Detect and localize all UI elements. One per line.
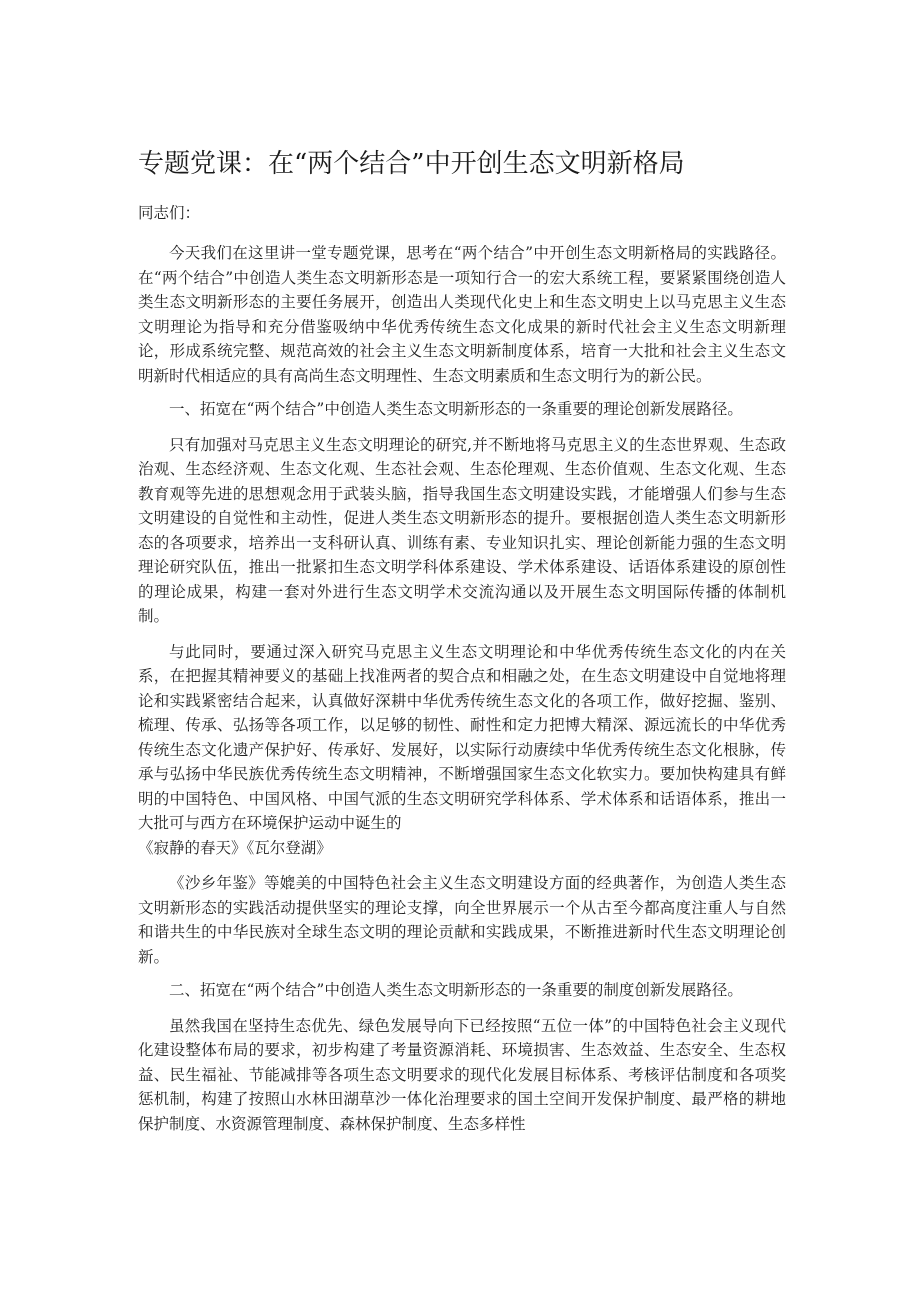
body-paragraph-classics: 《沙乡年鉴》等媲美的中国特色社会主义生态文明建设方面的经典著作，为创造人类生态文明新形态的实践活动提供坚实的理论支撑，向全世界展示一个从古至今都高度注重人与自然和谐共生的中华民族对全球生态文明的理论贡献和实践成果，不断推进新时代生态文明理论创新。 (138, 874, 786, 966)
body-paragraph-traditional-culture: 与此同时，要通过深入研究马克思主义生态文明理论和中华优秀传统生态文化的内在关系，在把握其精神要义的基础上找准两者的契合点和相融之处，在生态文明建设中自觉地将理论和实践紧密结合起来，认真做好深耕中华优秀传统生态文化的各项工作，做好挖掘、鉴别、梳理、传承、弘扬等各项工作，以足够的韧性、耐性和定力把博大精深、源远流长的中华优秀传统生态文化遗产保护好、传承好、发展好，以实际行动赓续中华优秀传统生态文化根脉，传承与弘扬中华民族优秀传统生态文明精神，不断增强国家生态文化软实力。要加快构建具有鲜明的中国特色、中国风格、中国气派的生态文明研究学科体系、学术体系和话语体系，推出一大批可与西方在环境保护运动中诞生的 (138, 642, 786, 832)
salutation: 同志们： (138, 204, 201, 222)
intro-paragraph: 今天我们在这里讲一堂专题党课，思考在“两个结合”中开创生态文明新格局的实践路径。在“两个结合”中创造人类生态文明新形态是一项知行合一的宏大系统工程，要紧紧围绕创造人类生态文明新形态的主要任务展开，创造出人类现代化史上和生态文明史上以马克思主义生态文明理论为指导和充分借鉴吸纳中华优秀传统生态文化成果的新时代社会主义生态文明新理论，形成系统完整、规范高效的社会主义生态文明新制度体系，培育一大批和社会主义生态文明新时代相适应的具有高尚生态文明理性、生态文明素质和生态文明行为的新公民。 (138, 244, 786, 385)
body-paragraph-theory-research: 只有加强对马克思主义生态文明理论的研究,并不断地将马克思主义的生态世界观、生态政治观、生态经济观、生态文化观、生态社会观、生态伦理观、生态价值观、生态文化观、生态教育观等先进的思想观念用于武装头脑，指导我国生态文明建设实践，才能增强人们参与生态文明建设的自觉性和主动性，促进人类生态文明新形态的提升。要根据创造人类生态文明新形态的各项要求，培养出一支科研认真、训练有素、专业知识扎实、理论创新能力强的生态文明理论研究队伍，推出一批紧扣生态文明学科体系建设、学术体系建设、话语体系建设的原创性的理论成果，构建一套对外进行生态文明学术交流沟通以及开展生态文明国际传播的体制机制。 (138, 435, 786, 625)
book-titles-line: 《寂静的春天》《瓦尔登湖》 (138, 838, 332, 857)
section-heading-2: 二、拓宽在“两个结合”中创造人类生态文明新形态的一条重要的制度创新发展路径。 (169, 981, 743, 999)
document-title: 专题党课：在“两个结合”中开创生态文明新格局 (138, 149, 685, 179)
section-heading-1: 一、拓宽在“两个结合”中创造人类生态文明新形态的一条重要的理论创新发展路径。 (169, 400, 743, 418)
body-paragraph-institutions: 虽然我国在坚持生态优先、绿色发展导向下已经按照“五位一体”的中国特色社会主义现代化建设整体布局的要求，初步构建了考量资源消耗、环境损害、生态效益、生态安全、生态权益、民生福祉、节能减排等各项生态文明要求的现代化发展目标体系、考核评估制度和各项奖惩机制，构建了按照山水林田湖草沙一体化治理要求的国土空间开发保护制度、最严格的耕地保护制度、水资源管理制度、森林保护制度、生态多样性 (138, 1016, 786, 1133)
document-body (138, 140, 786, 1136)
